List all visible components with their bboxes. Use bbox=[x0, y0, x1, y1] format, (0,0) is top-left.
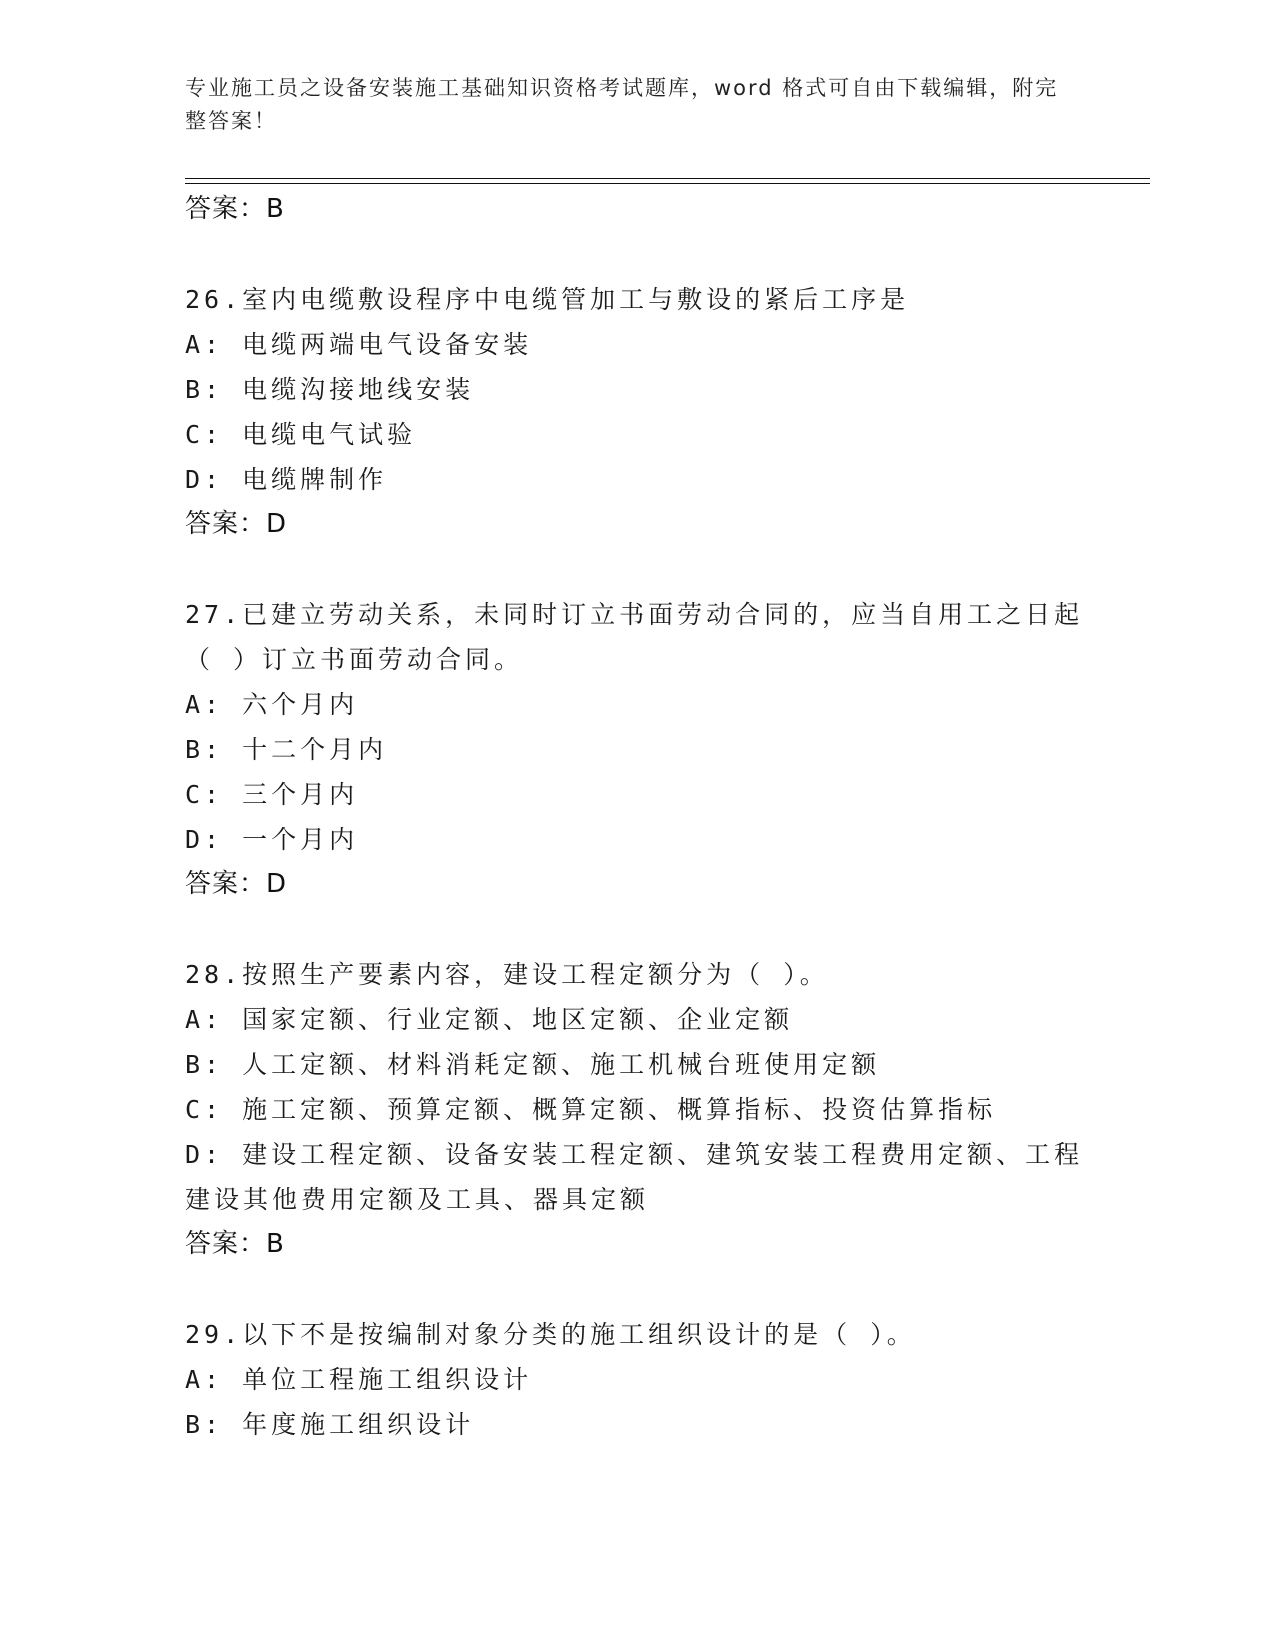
answer-label: 答案：D bbox=[185, 509, 288, 539]
option-c: C: 电缆电气试验 bbox=[185, 420, 417, 449]
option-a: A: 国家定额、行业定额、地区定额、企业定额 bbox=[185, 1005, 794, 1034]
option-a: A: 单位工程施工组织设计 bbox=[185, 1365, 533, 1394]
question-29 bbox=[185, 1312, 1085, 1447]
header-rule-bottom bbox=[185, 183, 1150, 184]
spacer bbox=[185, 547, 1085, 592]
option-b: B: 十二个月内 bbox=[185, 735, 388, 764]
spacer bbox=[185, 232, 1085, 277]
option-c: C: 三个月内 bbox=[185, 780, 359, 809]
option-c: C: 施工定额、预算定额、概算定额、概算指标、投资估算指标 bbox=[185, 1095, 997, 1124]
spacer bbox=[185, 1267, 1085, 1312]
option-d: D: 电缆牌制作 bbox=[185, 465, 388, 494]
question-text: 27.已建立劳动关系，未同时订立书面劳动合同的，应当自用工之日起（ ）订立书面劳动合同。 bbox=[185, 600, 1084, 674]
answer-label: 答案：B bbox=[185, 1229, 285, 1259]
previous-answer: 答案：B bbox=[185, 194, 285, 224]
question-list bbox=[185, 187, 1085, 1447]
question-text: 26.室内电缆敷设程序中电缆管加工与敷设的紧后工序是 bbox=[185, 285, 910, 314]
option-b: B: 年度施工组织设计 bbox=[185, 1410, 475, 1439]
option-a: A: 六个月内 bbox=[185, 690, 359, 719]
option-a: A: 电缆两端电气设备安装 bbox=[185, 330, 533, 359]
option-b: B: 电缆沟接地线安装 bbox=[185, 375, 475, 404]
question-text: 29.以下不是按编制对象分类的施工组织设计的是（ ）。 bbox=[185, 1320, 916, 1349]
question-27 bbox=[185, 592, 1085, 907]
option-b: B: 人工定额、材料消耗定额、施工机械台班使用定额 bbox=[185, 1050, 881, 1079]
option-d: D: 建设工程定额、设备安装工程定额、建筑安装工程费用定额、工程建设其他费用定额及工具、器具定额 bbox=[185, 1140, 1084, 1214]
question-text: 28.按照生产要素内容，建设工程定额分为（ ）。 bbox=[185, 960, 829, 989]
answer-label: 答案：D bbox=[185, 869, 288, 899]
question-28 bbox=[185, 952, 1085, 1267]
spacer bbox=[185, 907, 1085, 952]
header-rule-top bbox=[185, 178, 1150, 179]
option-d: D: 一个月内 bbox=[185, 825, 359, 854]
document-intro: 专业施工员之设备安装施工基础知识资格考试题库，word 格式可自由下载编辑，附完整答案！ bbox=[185, 76, 1059, 133]
question-26 bbox=[185, 277, 1085, 547]
